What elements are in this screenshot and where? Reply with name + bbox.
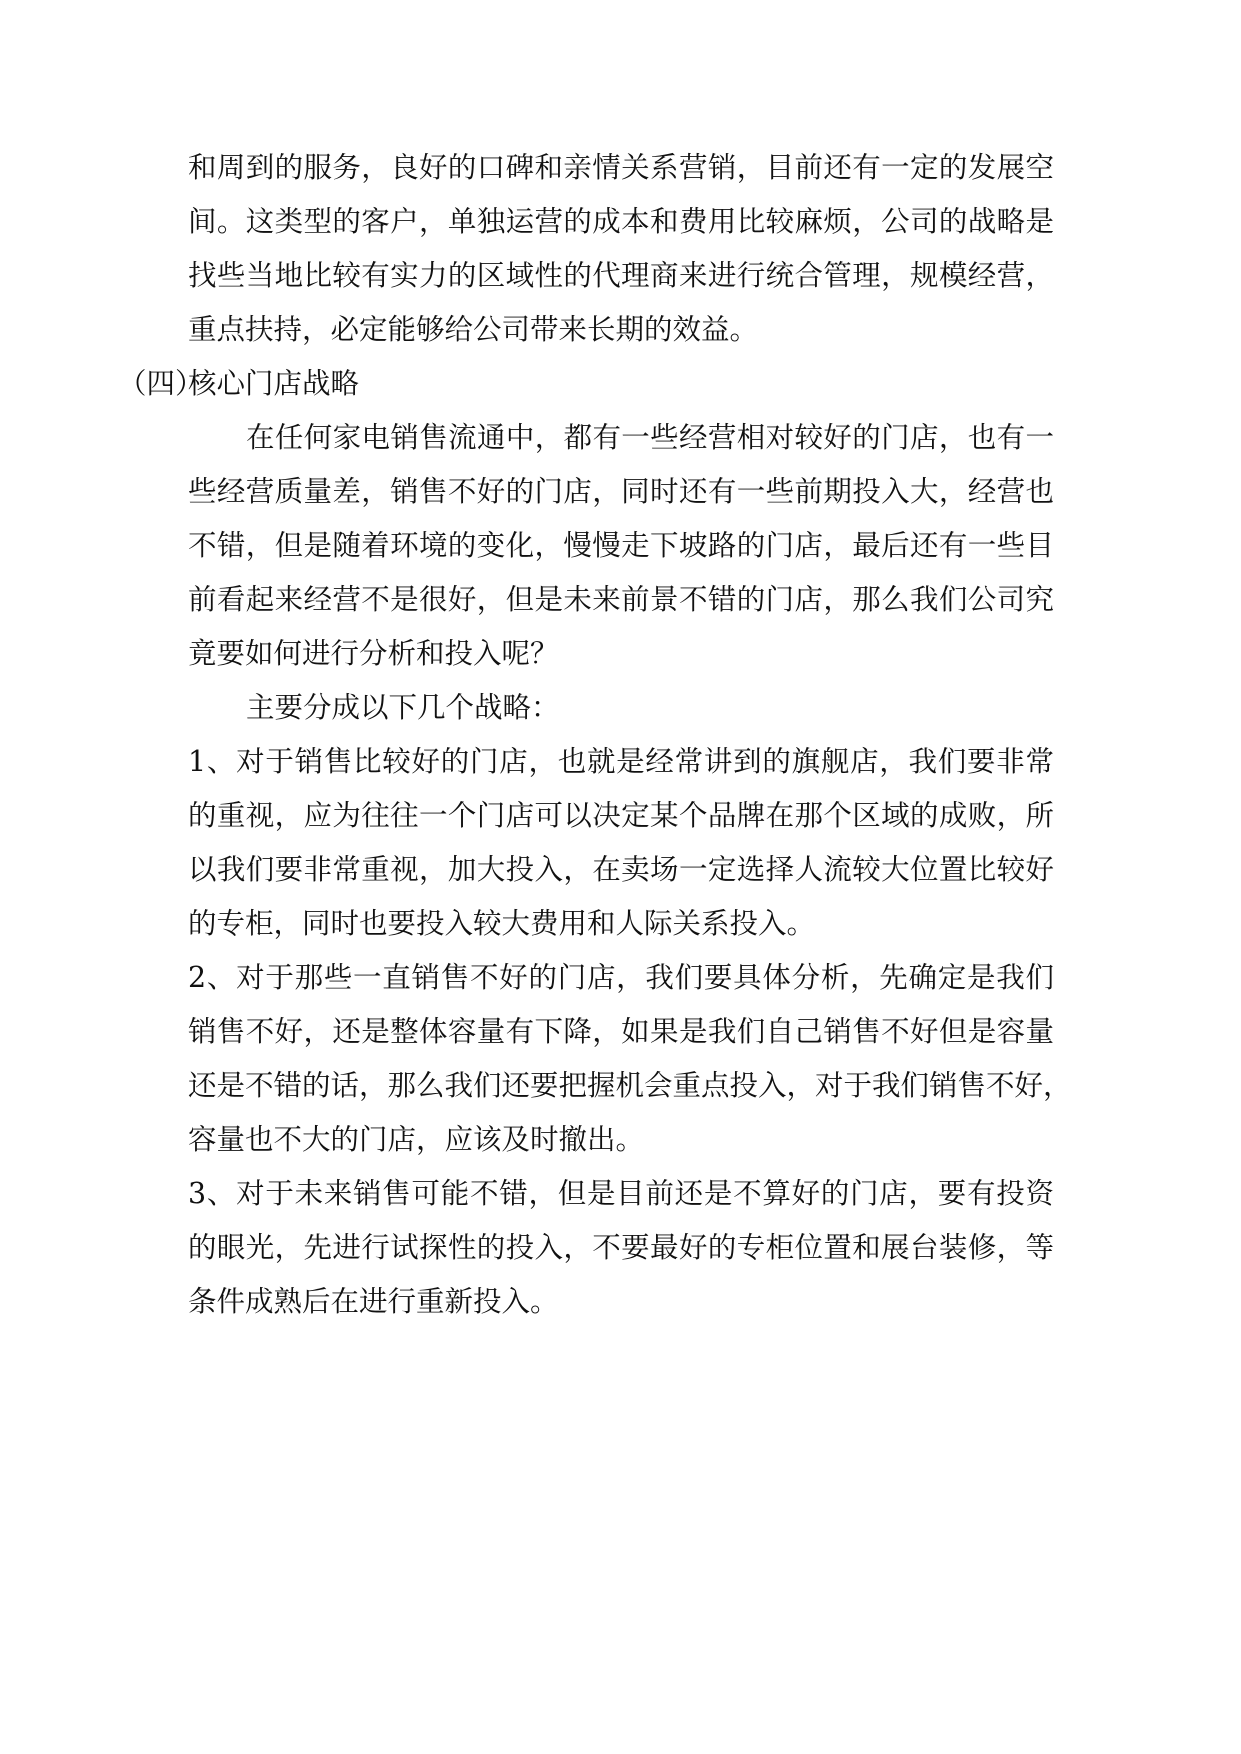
section-number: （四） [118, 367, 204, 400]
intro-line-1: 和周到的服务，良好的口碑和亲情关系营销，目前还有一定的发展空 [188, 151, 1054, 184]
item1-line-3: 以我们要非常重视，加大投入，在卖场一定选择人流较大位置比较好 [188, 853, 1054, 886]
item3-line-2: 的眼光，先进行试探性的投入，不要最好的专柜位置和展台装修，等 [188, 1231, 1054, 1264]
paragraph1-line-1: 在任何家电销售流通中，都有一些经营相对较好的门店，也有一 [246, 421, 1054, 454]
paragraph2-line: 主要分成以下几个战略： [246, 691, 560, 724]
item3-line-3: 条件成熟后在进行重新投入。 [188, 1285, 559, 1318]
paragraph1-line-3: 不错，但是随着环境的变化，慢慢走下坡路的门店，最后还有一些目 [188, 529, 1054, 562]
item1-line-4: 的专柜，同时也要投入较大费用和人际关系投入。 [188, 907, 816, 940]
item2-line-3: 还是不错的话，那么我们还要把握机会重点投入，对于我们销售不好， [188, 1069, 1072, 1102]
item2-line-4: 容量也不大的门店，应该及时撤出。 [188, 1123, 645, 1156]
paragraph1-line-4: 前看起来经营不是很好，但是未来前景不错的门店，那么我们公司究 [188, 583, 1054, 616]
item2-line-1: 2、对于那些一直销售不好的门店，我们要具体分析，先确定是我们 [188, 961, 1054, 994]
paragraph1-line-2: 些经营质量差，销售不好的门店，同时还有一些前期投入大，经营也 [188, 475, 1054, 508]
intro-line-3: 找些当地比较有实力的区域性的代理商来进行统合管理，规模经营， [188, 259, 1054, 292]
intro-line-4: 重点扶持，必定能够给公司带来长期的效益。 [188, 313, 759, 346]
intro-line-2: 间。这类型的客户，单独运营的成本和费用比较麻烦，公司的战略是 [188, 205, 1054, 238]
item1-line-2: 的重视，应为往往一个门店可以决定某个品牌在那个区域的成败，所 [188, 799, 1054, 832]
item3-line-1: 3、对于未来销售可能不错，但是目前还是不算好的门店，要有投资 [188, 1177, 1054, 1210]
paragraph1-line-5: 竟要如何进行分析和投入呢？ [188, 637, 559, 670]
item1-line-1: 1、对于销售比较好的门店，也就是经常讲到的旗舰店，我们要非常 [188, 745, 1054, 778]
section-title: 核心门店战略 [188, 367, 360, 400]
item2-line-2: 销售不好，还是整体容量有下降，如果是我们自己销售不好但是容量 [188, 1015, 1054, 1048]
